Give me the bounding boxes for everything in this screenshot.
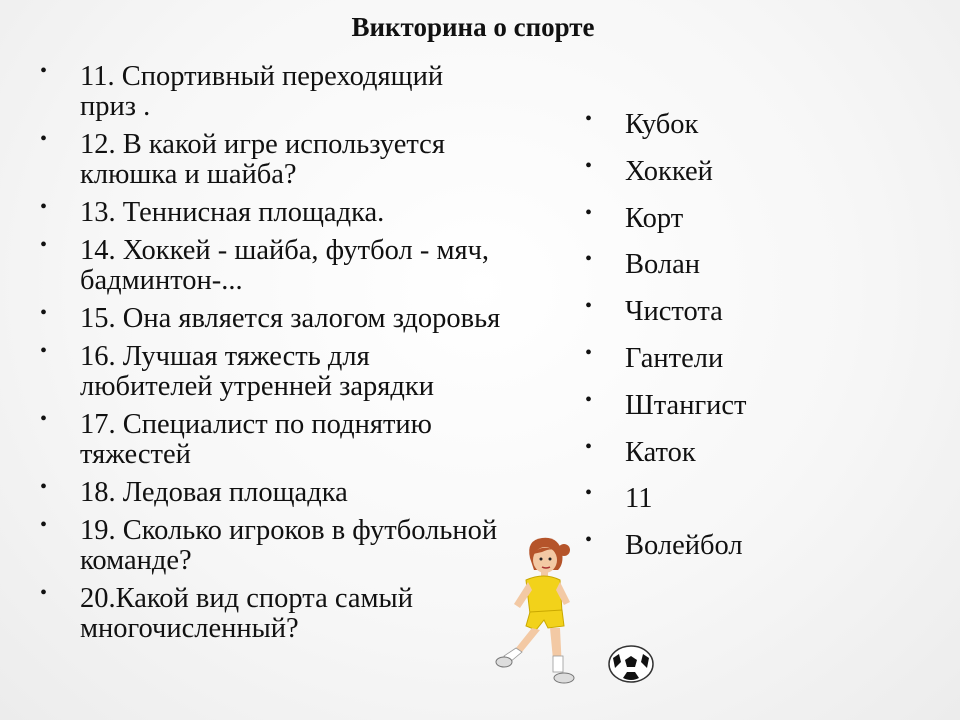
soccer-ball-icon bbox=[607, 644, 655, 684]
question-text-cont: многочисленный? bbox=[80, 613, 299, 644]
question-text: 11. Спортивный переходящий bbox=[80, 61, 444, 92]
answer-text: Чистота bbox=[625, 296, 723, 328]
question-item bbox=[40, 410, 570, 470]
bullet-icon: • bbox=[585, 295, 593, 318]
girl-soccer-player-illustration bbox=[490, 530, 590, 690]
question-item bbox=[40, 342, 570, 402]
bullet-icon: • bbox=[585, 435, 593, 458]
bullet-icon: • bbox=[585, 529, 593, 552]
question-item bbox=[40, 130, 570, 190]
question-text: 12. В какой игре используется bbox=[80, 129, 445, 160]
answer-text: Волан bbox=[625, 249, 701, 281]
answer-item bbox=[585, 435, 905, 468]
answer-item bbox=[585, 110, 905, 140]
question-item bbox=[40, 198, 570, 228]
question-text-cont: любителей утренней зарядки bbox=[80, 371, 434, 402]
question-text-cont: приз . bbox=[80, 91, 151, 122]
question-text: 15. Она является залогом здоровья bbox=[80, 303, 501, 334]
bullet-icon: • bbox=[40, 582, 48, 604]
bullet-icon: • bbox=[40, 302, 48, 324]
slide-title: Викторина о спорте bbox=[351, 12, 595, 42]
bullet-icon: • bbox=[40, 128, 48, 150]
bullet-icon: • bbox=[585, 201, 593, 224]
question-item bbox=[40, 236, 570, 296]
question-text: 18. Ледовая площадка bbox=[80, 477, 348, 508]
bullet-icon: • bbox=[40, 234, 48, 256]
question-text-cont: бадминтон-... bbox=[80, 265, 243, 296]
question-item bbox=[40, 62, 570, 122]
question-item bbox=[40, 304, 570, 334]
answer-text: 11 bbox=[625, 483, 653, 515]
bullet-icon: • bbox=[585, 341, 593, 364]
bullet-icon: • bbox=[40, 408, 48, 430]
bullet-icon: • bbox=[40, 340, 48, 362]
bullet-icon: • bbox=[585, 108, 593, 130]
answer-text: Каток bbox=[625, 436, 696, 468]
bullet-icon: • bbox=[40, 60, 48, 82]
answer-item bbox=[585, 154, 905, 187]
question-text: 16. Лучшая тяжесть для bbox=[80, 341, 370, 372]
bullet-icon: • bbox=[40, 476, 48, 498]
answer-item bbox=[585, 531, 905, 561]
answer-text: Волейбол bbox=[625, 530, 743, 562]
answer-item bbox=[585, 250, 905, 280]
question-text: 14. Хоккей - шайба, футбол - мяч, bbox=[80, 235, 490, 266]
bullet-icon: • bbox=[40, 196, 48, 218]
bullet-icon: • bbox=[585, 388, 593, 411]
answer-item bbox=[585, 388, 905, 421]
question-text: 13. Теннисная площадка. bbox=[80, 197, 385, 228]
bullet-icon: • bbox=[585, 154, 593, 177]
question-item bbox=[40, 478, 570, 508]
question-text: 20.Какой вид спорта самый bbox=[80, 583, 413, 614]
answer-item bbox=[585, 341, 905, 374]
question-text: 19. Сколько игроков в футбольной bbox=[80, 515, 498, 546]
question-text-cont: команде? bbox=[80, 545, 192, 576]
bullet-icon: • bbox=[585, 248, 593, 271]
question-text: 17. Специалист по поднятию bbox=[80, 409, 432, 440]
answer-text: Гантели bbox=[625, 342, 724, 374]
answer-text: Хоккей bbox=[625, 155, 713, 187]
bullet-icon: • bbox=[40, 514, 48, 536]
answers-list bbox=[585, 110, 905, 578]
answer-item bbox=[585, 201, 905, 234]
bullet-icon: • bbox=[585, 482, 593, 505]
answer-text: Кубок bbox=[625, 109, 699, 140]
answer-text: Корт bbox=[625, 202, 684, 234]
answer-item bbox=[585, 484, 905, 514]
answer-text: Штангист bbox=[625, 389, 747, 421]
question-text-cont: тяжестей bbox=[80, 439, 191, 470]
question-text-cont: клюшка и шайба? bbox=[80, 159, 297, 190]
answer-item bbox=[585, 297, 905, 327]
